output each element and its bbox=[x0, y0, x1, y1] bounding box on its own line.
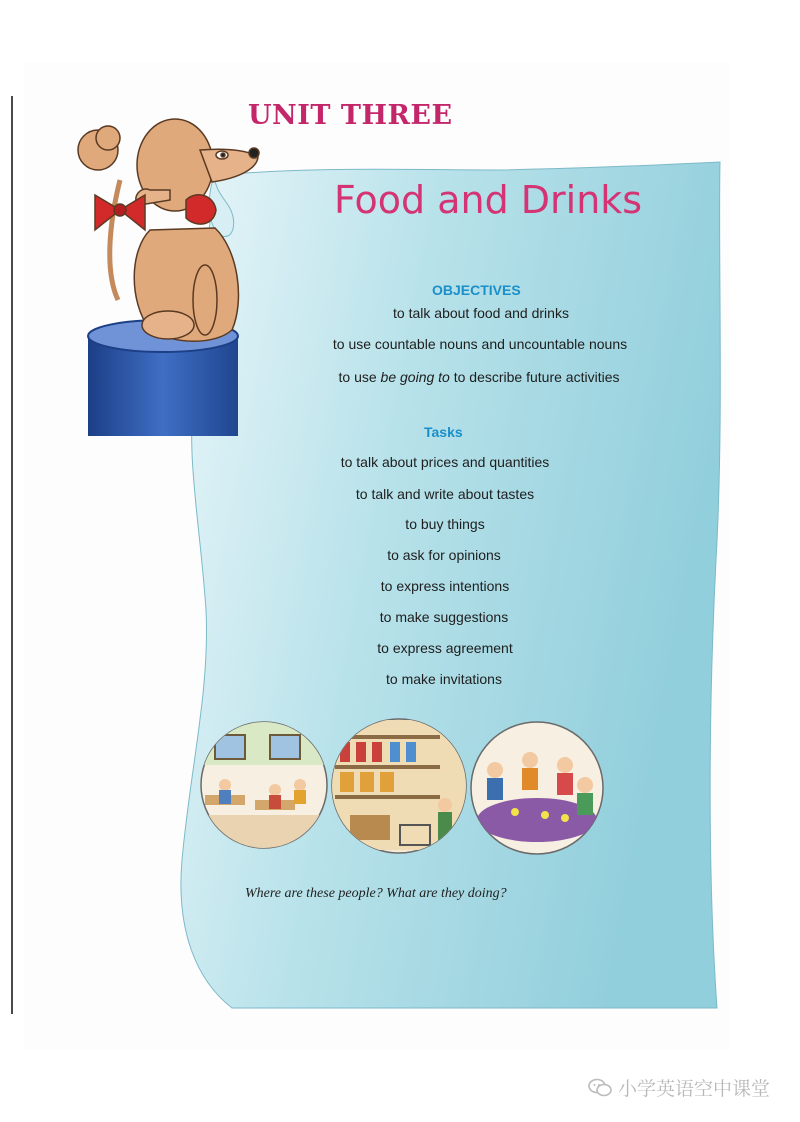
tasks-heading: Tasks bbox=[424, 424, 463, 440]
unit-title: UNIT THREE bbox=[248, 100, 453, 131]
wechat-icon bbox=[588, 1078, 612, 1098]
task-item: to make invitations bbox=[386, 671, 502, 687]
task-item: to talk and write about tastes bbox=[355, 486, 535, 502]
task-item: to ask for opinions bbox=[387, 547, 501, 563]
objective-item: to talk about food and drinks bbox=[393, 305, 569, 321]
objective-item: to use countable nouns and uncountable nouns bbox=[332, 336, 628, 352]
task-item: to talk about prices and quantities bbox=[340, 454, 550, 470]
page-title: Food and Drinks bbox=[334, 178, 643, 222]
task-item: to express intentions bbox=[380, 578, 510, 594]
objective-emphasis: be going to bbox=[380, 369, 450, 385]
watermark-text: 小学英语空中课堂 bbox=[618, 1078, 771, 1100]
objective-item bbox=[339, 369, 620, 385]
objective-text: to use bbox=[338, 369, 381, 385]
task-item: to express agreement bbox=[377, 640, 513, 656]
watermark bbox=[588, 1074, 770, 1101]
objectives-heading: OBJECTIVES bbox=[432, 282, 521, 298]
task-item: to make suggestions bbox=[379, 609, 509, 625]
dinner-party-illustration bbox=[471, 722, 603, 854]
illustration-caption: Where are these people? What are they doing? bbox=[245, 886, 507, 901]
task-item: to buy things bbox=[405, 516, 485, 532]
objective-text: to describe future activities bbox=[449, 369, 620, 385]
